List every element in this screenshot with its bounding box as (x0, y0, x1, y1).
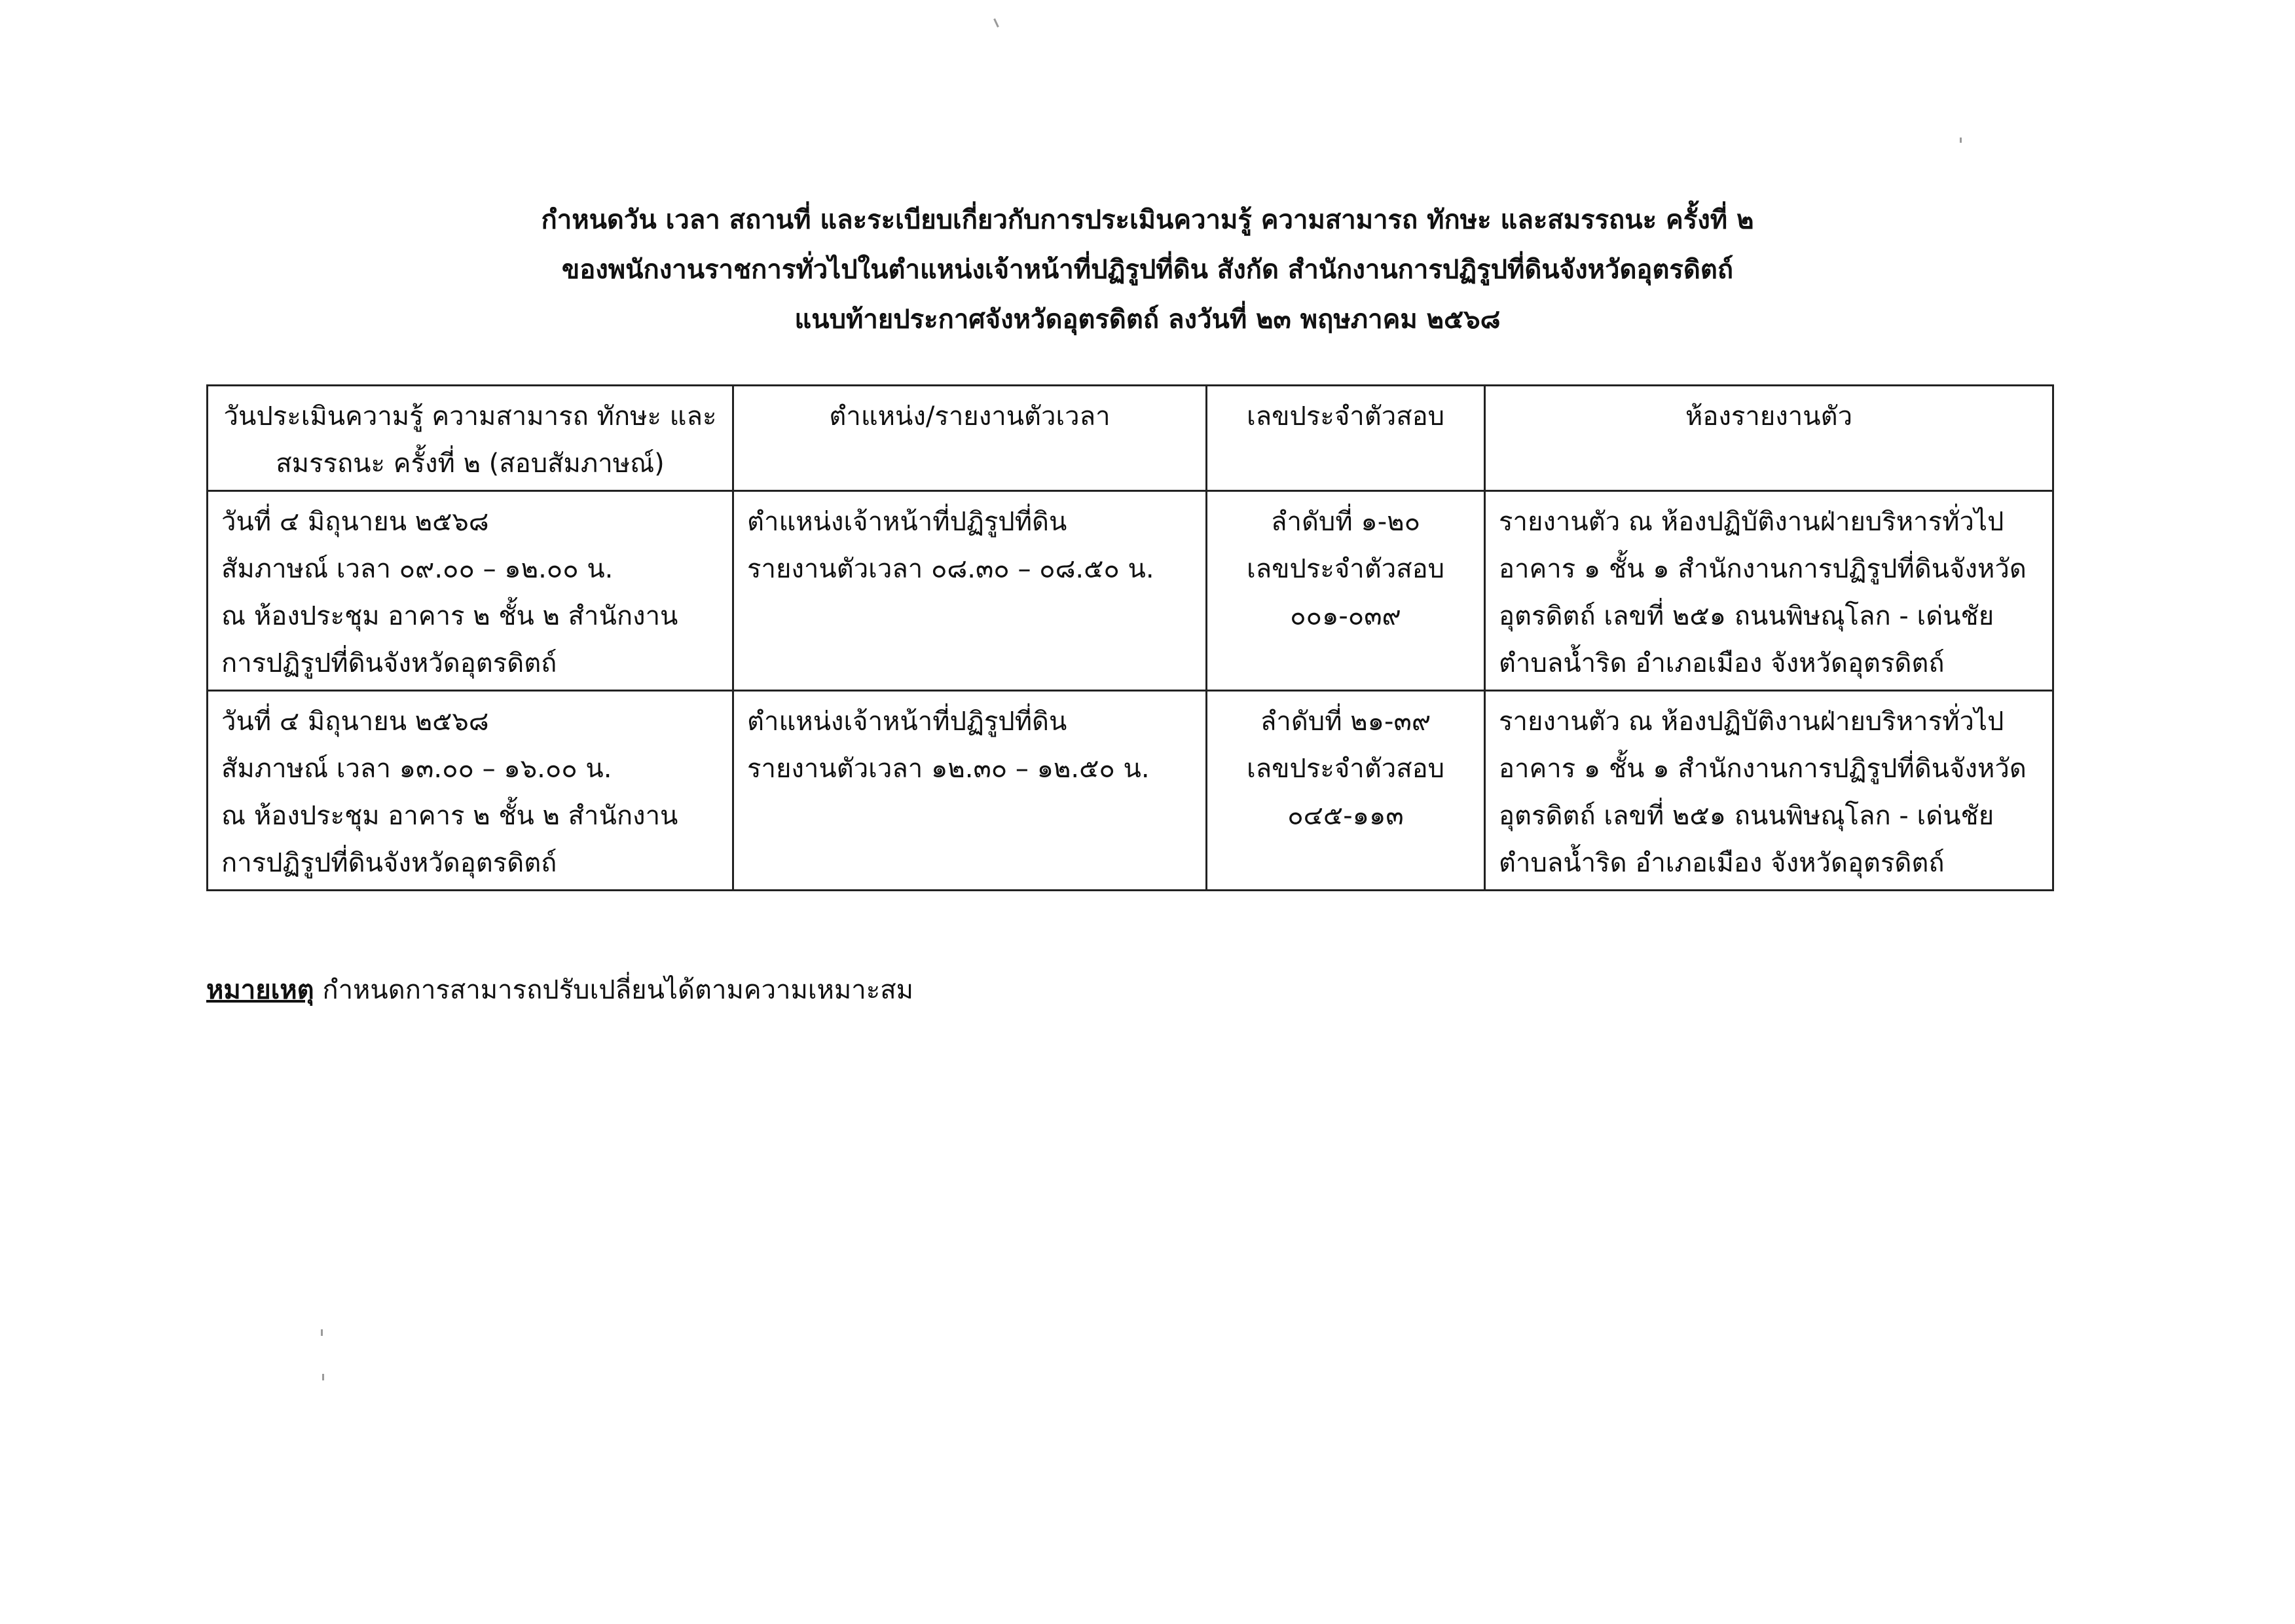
document-heading (196, 195, 2099, 344)
heading-line-3: แนบท้ายประกาศจังหวัดอุตรดิตถ์ ลงวันที่ ๒๓ พฤษภาคม ๒๕๖๘ (794, 304, 1501, 335)
header-assessment-date: วันประเมินความรู้ ความสามารถ ทักษะ และ สมรรถนะ ครั้งที่ ๒ (สอบสัมภาษณ์) (208, 386, 733, 491)
scan-speck (1960, 138, 1962, 143)
cell-position: ตำแหน่งเจ้าหน้าที่ปฏิรูปที่ดิน รายงานตัวเวลา ๐๘.๓๐ – ๐๘.๕๐ น. (733, 491, 1207, 691)
cell-exam-number: ลำดับที่ ๑-๒๐ เลขประจำตัวสอบ ๐๐๑-๐๓๙ (1207, 491, 1485, 691)
schedule-table (206, 384, 2054, 891)
note (206, 970, 913, 1010)
cell-date: วันที่ ๔ มิถุนายน ๒๕๖๘ สัมภาษณ์ เวลา ๑๓.๐๐ – ๑๖.๐๐ น. ณ ห้องประชุม อาคาร ๒ ชั้น ๒ สำนักงาน การปฏิรูปที่ดินจังหวัดอุตรดิตถ์ (208, 691, 733, 891)
scan-speck (322, 1374, 324, 1380)
cell-report-room: รายงานตัว ณ ห้องปฏิบัติงานฝ่ายบริหารทั่วไป อาคาร ๑ ชั้น ๑ สำนักงานการปฏิรูปที่ดินจังหวัด อุตรดิตถ์ เลขที่ ๒๕๑ ถนนพิษณุโลก - เด่นชัย ตำบลน้ำริด อำเภอเมือง จังหวัดอุตรดิตถ์ (1485, 491, 2053, 691)
heading-line-2: ของพนักงานราชการทั่วไปในตำแหน่งเจ้าหน้าที่ปฏิรูปที่ดิน สังกัด สำนักงานการปฏิรูปที่ดินจังหวัดอุตรดิตถ์ (561, 255, 1734, 285)
table-row (208, 491, 2053, 691)
scan-speck (993, 18, 999, 28)
note-text: กำหนดการสามารถปรับเปลี่ยนได้ตามความเหมาะสม (314, 975, 914, 1005)
cell-position: ตำแหน่งเจ้าหน้าที่ปฏิรูปที่ดิน รายงานตัวเวลา ๑๒.๓๐ – ๑๒.๕๐ น. (733, 691, 1207, 891)
note-label: หมายเหตุ (206, 975, 314, 1005)
cell-date: วันที่ ๔ มิถุนายน ๒๕๖๘ สัมภาษณ์ เวลา ๐๙.๐๐ – ๑๒.๐๐ น. ณ ห้องประชุม อาคาร ๒ ชั้น ๒ สำนักงาน การปฏิรูปที่ดินจังหวัดอุตรดิตถ์ (208, 491, 733, 691)
cell-report-room: รายงานตัว ณ ห้องปฏิบัติงานฝ่ายบริหารทั่วไป อาคาร ๑ ชั้น ๑ สำนักงานการปฏิรูปที่ดินจังหวัด อุตรดิตถ์ เลขที่ ๒๕๑ ถนนพิษณุโลก - เด่นชัย ตำบลน้ำริด อำเภอเมือง จังหวัดอุตรดิตถ์ (1485, 691, 2053, 891)
header-exam-number: เลขประจำตัวสอบ (1207, 386, 1485, 491)
table-row (208, 691, 2053, 891)
table-header-row (208, 386, 2053, 491)
header-position-time: ตำแหน่ง/รายงานตัวเวลา (733, 386, 1207, 491)
cell-exam-number: ลำดับที่ ๒๑-๓๙ เลขประจำตัวสอบ ๐๔๕-๑๑๓ (1207, 691, 1485, 891)
header-report-room: ห้องรายงานตัว (1485, 386, 2053, 491)
scan-speck (321, 1329, 323, 1336)
heading-line-1: กำหนดวัน เวลา สถานที่ และระเบียบเกี่ยวกับการประเมินความรู้ ความสามารถ ทักษะ และสมรรถนะ ครั้งที่ ๒ (541, 205, 1754, 235)
